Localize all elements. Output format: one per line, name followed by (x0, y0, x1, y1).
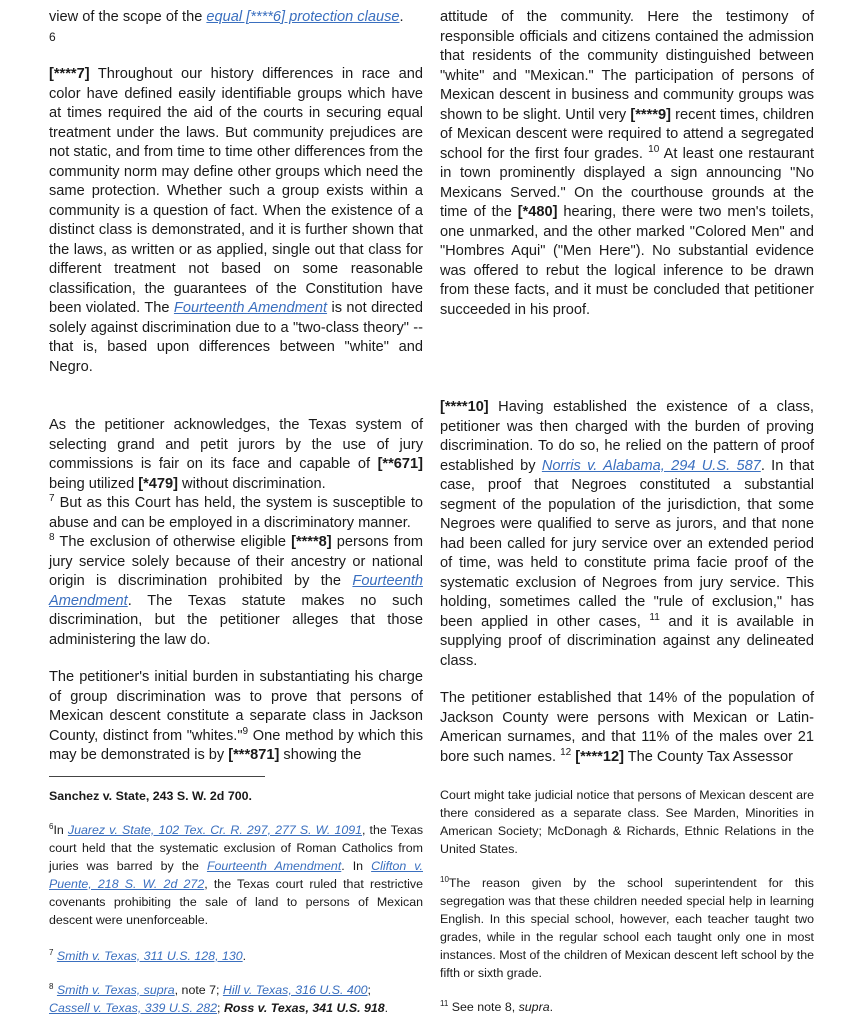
clifton-v-puente-link[interactable]: Clifton v. Puente, 218 S. W. 2d 272 (49, 858, 423, 891)
footnote-divider (49, 776, 265, 777)
footnote-ref-12: 12 (560, 746, 572, 758)
footnotes-left (49, 787, 423, 1017)
star-page-ref: [**671] (377, 456, 423, 472)
footnote-ref-8: 8 (49, 532, 55, 544)
star-page-ref: [*480] (517, 204, 558, 220)
star-page-ref: [***871] (228, 747, 280, 763)
footnote-ref-11: 11 (649, 611, 660, 623)
paragraph: attitude of the community. Here the testimony of responsible officials and citizens contained the admission that residents of the community distinguished between "white" and "Mexican." The participation of persons of Mexican descent in business and community groups was shown to be slight. Until very [****9] recent times, children of Mexican descent were required to attend a segregated school for the first four grades. $^{10}$ At least one restaurant in town prominently displayed a sign announcing "No Mexicans Served." On the courthouse grounds at the time of the [*480] hearing, there were two men's toilets, one unmarked, and the other marked "Colored Men" and "Hombres Aqui" ("Men Here"). No substantial evidence was offered to rebut the logical inference to be drawn from these facts, and it must be concluded that petitioner succeeded in his proof. (440, 9, 814, 318)
star-page-ref: [****7] (49, 66, 90, 82)
smith-v-texas-link[interactable]: Smith v. Texas, 311 U.S. 128, 130 (56, 948, 243, 963)
footnotes-right (440, 786, 814, 1016)
footnote-ref-6: 6 (49, 29, 56, 44)
smith-v-texas-supra-link[interactable]: Smith v. Texas, supra (56, 982, 175, 997)
hill-v-texas-link[interactable]: Hill v. Texas, 316 U.S. 400 (222, 982, 368, 997)
star-page-ref: [****9] (630, 106, 671, 123)
footnote-8: $^8$ Smith v. Texas, supra, note 7; Hill v. Texas, 316 U.S. 400; Cassell v. Texas, 339 U.S. 282; Ross v. Texas, 341 U.S. 918. (49, 981, 389, 1015)
star-page-ref: [****10] (440, 399, 489, 415)
equal-protection-clause-link[interactable]: equal [****6] protection clause (206, 9, 400, 25)
footnote-continued: Sanchez v. State, 243 S. W. 2d 700. (49, 788, 252, 803)
footnote-ref-10: 10 (648, 143, 660, 155)
footnote-ref-7: 7 (49, 493, 55, 505)
right-column (440, 8, 814, 1016)
left-column (49, 8, 423, 1017)
cassell-v-texas-link[interactable]: Cassell v. Texas, 339 U.S. 282 (49, 1000, 218, 1015)
footnote-7: $^7$ Smith v. Texas, 311 U.S. 128, 130. (49, 947, 247, 963)
footnote-10: $^{10}$The reason given by the school superintendent for this segregation was that these children needed special help in learning English. In this special school, however, each teacher taught two grades, while in the regular school each taught only one in most instances. Most of the children of Mexican descent left school by the fifth or sixth grade. (440, 874, 814, 980)
ross-v-texas-citation: Ross v. Texas, 341 U.S. 918 (223, 1000, 385, 1015)
fourteenth-amendment-link[interactable]: Fourteenth Amendment (173, 300, 328, 316)
paragraph: view of the scope of the equal [****6] protection clause. 6 (49, 9, 404, 44)
paragraph: [****7] Throughout our history differences in race and color have defined easily identifiable groups which have at times required the aid of the courts in securing equal treatment under the laws. But community prejudices are not static, and from time to time other differences from the community norm may define other groups which need the same protection. Whether such a group exists within a community is a question of fact. When the existence of a distinct class is demonstrated, and it is further shown that the laws, as written or as applied, single out that class for different treatment not based on some reasonable classification, the guarantees of the Constitution have been violated. The Fourteenth Amendment is not directed solely against discrimination due to a "two-class theory" -- that is, based upon differences between "white" and Negro. (49, 66, 423, 375)
footnote-6: $^6$In Juarez v. State, 102 Tex. Cr. R. 297, 277 S. W. 1091, the Texas court held that the systematic exclusion of Roman Catholics from juries was barred by the Fourteenth Amendment. In Clifton v. Puente, 218 S. W. 2d 272, the Texas court ruled that restrictive covenants prohibiting the sale of land to persons of Mexican descent were unenforceable. (49, 821, 424, 927)
juarez-v-state-link[interactable]: Juarez v. State, 102 Tex. Cr. R. 297, 277 S. W. 1091 (67, 822, 363, 837)
paragraph: [****10] Having established the existence of a class, petitioner was then charged with the burden of proving discrimination. To do so, he relied on the pattern of proof established by Norris v. Alabama, 294 U.S. 587. In that case, proof that Negroes constituted a substantial segment of the population of the jurisdiction, that some Negroes were qualified to serve as jurors, and that none had been called for jury service over an extended period of time, was held to constitute prima facie proof of the systematic exclusion of Negroes from jury service. This holding, sometimes called the "rule of exclusion," has been applied in other cases, $^{11}$ and it is available in supplying proof of discrimination against any delineated class. (440, 399, 814, 669)
footnote-continued: Court might take judicial notice that persons of Mexican descent are there considered as a separate class. See Marden, Minorities in American Society; McDonagh & Richards, Ethnic Relations in the United States. (440, 788, 814, 856)
star-page-ref: [*479] (138, 475, 178, 492)
paragraph: As the petitioner acknowledges, the Texas system of selecting grand and petit jurors by the use of jury commissions is fair on its face and capable of [**671] being utilized [*479] without discrimination. $^7$ But as this Court has held, the system is susceptible to abuse and can be employed in a discriminatory manner. $^8$ The exclusion of otherwise eligible [****8] persons from jury service solely because of their ancestry or national origin is discrimination prohibited by the Fourteenth Amendment. The Texas statute makes no such discrimination, but the petitioner alleges that those administering the law do. (49, 417, 423, 648)
paragraph: The petitioner's initial burden in substantiating his charge of group discrimination was to prove that persons of Mexican descent constitute a separate class in Jackson County, distinct from "whites."$^9$ One method by which this may be demonstrated is by [***871] showing the (49, 669, 424, 763)
fourteenth-amendment-link[interactable]: Fourteenth Amendment (49, 573, 423, 609)
star-page-ref: [****12] (575, 748, 624, 765)
norris-v-alabama-link[interactable]: Norris v. Alabama, 294 U.S. 587 (541, 457, 761, 474)
star-page-ref: [****8] (291, 534, 332, 550)
footnote-11: $^{11}$ See note 8, supra. (440, 998, 554, 1014)
footnote-ref-9: 9 (242, 725, 249, 737)
paragraph: The petitioner established that 14% of the population of Jackson County were persons with Mexican or Latin-American surnames, and that 11% of the males over 21 bore such names. $^{12}$ [****12] The County Tax Assessor (440, 690, 814, 765)
fourteenth-amendment-link[interactable]: Fourteenth Amendment (206, 858, 342, 873)
